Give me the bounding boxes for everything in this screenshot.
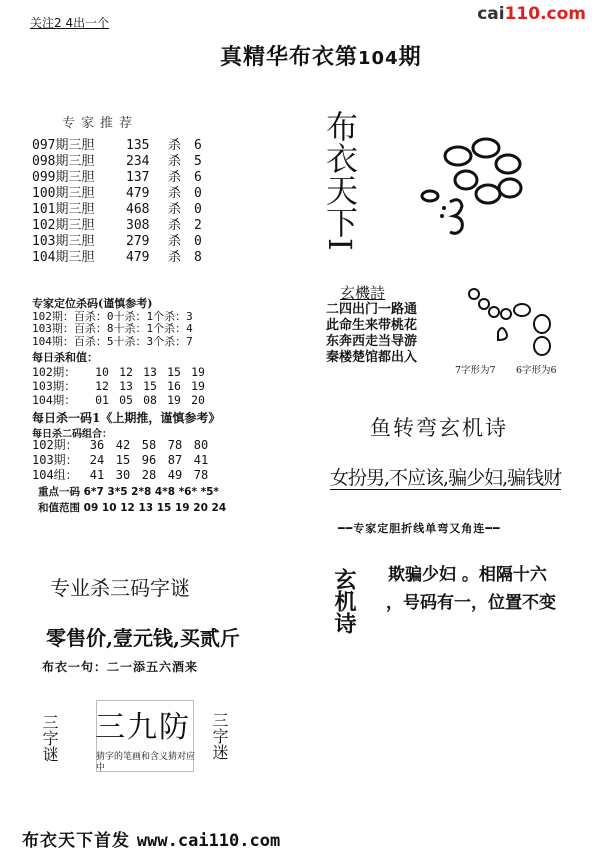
row-label: 102期： <box>32 364 76 379</box>
bead-bracelet-illustration <box>410 128 530 243</box>
issue-number: 104 <box>358 48 399 69</box>
bead-chain-illustration <box>462 284 562 362</box>
combo-value: 78 <box>167 438 183 452</box>
site-logo-prefix: cai <box>477 4 505 24</box>
combo-block <box>32 438 214 483</box>
daily-one-code: 每日杀一码1《上期推，谨慎参考》 <box>32 411 221 425</box>
pick-kill-value: 0 <box>194 202 202 217</box>
combo-value: 28 <box>141 468 157 482</box>
pick-issue: 103期三胆 <box>32 234 95 249</box>
figure-7-caption: 7字形为7 <box>455 365 496 376</box>
pick-nums: 135 <box>126 138 150 153</box>
dash-left: ━━ <box>338 522 354 535</box>
three-riddle-right: 三字迷 <box>210 712 229 760</box>
footer <box>22 826 280 851</box>
pick-kill-value: 8 <box>194 250 202 265</box>
pick-kill-value: 0 <box>194 234 202 249</box>
figure-6-caption: 6字形为6 <box>516 365 557 376</box>
combo-row <box>32 468 214 483</box>
expert-pick-list <box>32 138 202 266</box>
guess-note: 猜字的笔画和含义猜对应中 <box>96 752 196 773</box>
combo-value: 58 <box>141 438 157 452</box>
combo-value: 80 <box>193 438 209 452</box>
puzzle-title: 玄機詩 <box>340 284 386 302</box>
combo-value: 87 <box>167 453 183 467</box>
pick-issue: 101期三胆 <box>32 202 95 217</box>
pick-kill-value: 0 <box>194 186 202 201</box>
sum-value: 01 <box>95 392 109 407</box>
sum-value: 13 <box>143 364 157 379</box>
poem-line: 此命生来带桃花 <box>326 318 418 333</box>
pick-kill-value: 5 <box>194 154 202 169</box>
poem-line: 秦楼楚馆都出入 <box>326 350 418 365</box>
pick-kill-value: 2 <box>194 218 202 233</box>
fish-turn-poem: 鱼转弯玄机诗 <box>370 416 508 440</box>
pick-issue: 097期三胆 <box>32 138 95 153</box>
puzzle-poem <box>326 302 417 366</box>
pick-row <box>32 138 202 154</box>
row-label: 103期： <box>32 378 76 393</box>
pick-row <box>32 186 202 202</box>
pick-row <box>32 234 202 250</box>
pick-issue: 102期三胆 <box>32 218 95 233</box>
expert-broken-line <box>338 520 501 536</box>
expert-heading: 专家推荐 <box>62 116 139 131</box>
pick-row <box>32 202 202 218</box>
mystery-poem-vertical: 玄机诗 <box>331 568 357 634</box>
sum-value: 16 <box>167 378 181 393</box>
row-label: 102期： <box>32 438 78 452</box>
combo-value: 78 <box>193 468 209 482</box>
pick-row <box>32 154 202 170</box>
daily-sum-block <box>32 352 210 407</box>
pick-issue: 104期三胆 <box>32 250 95 265</box>
pick-kill-label: 杀 <box>168 202 182 217</box>
sum-value: 12 <box>119 364 133 379</box>
poem-line: 二四出门一路通 <box>326 302 418 317</box>
pick-row <box>32 250 202 266</box>
issue-suffix: 期 <box>398 44 422 70</box>
daily-sum-row <box>32 393 210 407</box>
poem-line: 东奔西走当导游 <box>326 334 418 349</box>
pick-row <box>32 218 202 234</box>
pick-kill-label: 杀 <box>168 218 182 233</box>
row-label: 104组： <box>32 468 78 482</box>
male-female-line <box>330 463 561 490</box>
pick-nums: 468 <box>126 202 150 217</box>
page-title <box>220 40 422 71</box>
pick-kill-label: 杀 <box>168 170 182 185</box>
sum-value: 10 <box>95 364 109 379</box>
combo-value: 30 <box>115 468 131 482</box>
price-line: 零售价,壹元钱,买贰斤 <box>46 626 240 650</box>
sum-value: 12 <box>95 378 109 393</box>
pick-nums: 234 <box>126 154 150 169</box>
pick-issue: 098期三胆 <box>32 154 95 169</box>
kill-position-row: 104期：百杀：5十杀：3个杀：7 <box>32 334 193 348</box>
title-text: 真精华布衣第 <box>220 44 359 70</box>
row-label: 103期： <box>32 453 78 467</box>
kill-position-row: 102期：百杀：0十杀：1个杀：3 <box>32 309 193 323</box>
key-code-row: 重点一码 6*7 3*5 2*8 4*8 *6* *5* <box>38 486 219 498</box>
pick-kill-label: 杀 <box>168 138 182 153</box>
cloth-vertical-title: 布衣天下I <box>321 110 359 251</box>
combo-value: 41 <box>89 468 105 482</box>
combo-value: 49 <box>167 468 183 482</box>
pick-kill-label: 杀 <box>168 186 182 201</box>
daily-sum-heading: 每日杀和值： <box>32 351 98 364</box>
pick-row <box>32 170 202 186</box>
kill-position-heading: 专家定位杀码(谨慎参考) <box>32 297 153 310</box>
sum-range-row: 和值范围 09 10 12 13 15 19 20 24 <box>38 502 227 514</box>
sum-value: 19 <box>167 392 181 407</box>
combo-value: 41 <box>193 453 209 467</box>
pick-kill-label: 杀 <box>168 234 182 249</box>
deceive-line-2: ，号码有一，位置不变 <box>386 593 556 613</box>
combo-heading: 每日杀二码组合： <box>32 429 112 440</box>
combo-value: 96 <box>141 453 157 467</box>
expert-line-text: 专家定胆折线单弯又角连 <box>353 522 486 535</box>
pick-nums: 479 <box>126 186 150 201</box>
footer-text: 布衣天下首发 <box>22 831 130 851</box>
combo-value: 15 <box>115 453 131 467</box>
pick-kill-value: 6 <box>194 170 202 185</box>
site-logo-rest: 110.com <box>504 4 586 24</box>
sum-value: 20 <box>191 392 205 407</box>
top-note: 关注2 4出一个 <box>30 16 110 30</box>
deceive-line-1: 欺骗少妇 。相隔十六 <box>388 565 547 585</box>
sum-value: 19 <box>191 378 205 393</box>
sum-value: 08 <box>143 392 157 407</box>
sum-value: 19 <box>191 364 205 379</box>
sum-value: 13 <box>119 378 133 393</box>
pick-issue: 100期三胆 <box>32 186 95 201</box>
three-word-riddle: 三九防 <box>95 710 191 745</box>
kill-position-row: 103期：百杀：8十杀：1个杀：4 <box>32 322 193 335</box>
pick-issue: 099期三胆 <box>32 170 95 185</box>
footer-url[interactable]: www.cai110.com <box>136 831 281 851</box>
pick-kill-value: 6 <box>194 138 202 153</box>
pro-kill-heading: 专业杀三码字谜 <box>50 576 190 600</box>
pick-nums: 137 <box>126 170 150 185</box>
daily-sum-row <box>32 379 210 393</box>
sum-value: 05 <box>119 392 133 407</box>
one-line-hint: 布衣一句：二一添五六酒来 <box>42 660 199 674</box>
dash-right: ━━ <box>485 522 501 535</box>
pick-kill-label: 杀 <box>168 154 182 169</box>
combo-value: 36 <box>89 438 105 452</box>
combo-row <box>32 438 214 453</box>
sum-value: 15 <box>167 364 181 379</box>
three-riddle-left: 三字谜 <box>40 714 59 762</box>
combo-value: 24 <box>89 453 105 467</box>
sum-value: 15 <box>143 378 157 393</box>
site-logo[interactable] <box>477 4 586 24</box>
row-label: 104期： <box>32 392 76 407</box>
pick-nums: 479 <box>126 250 150 265</box>
pick-nums: 308 <box>126 218 150 233</box>
pick-kill-label: 杀 <box>168 250 182 265</box>
combo-value: 42 <box>115 438 131 452</box>
pick-nums: 279 <box>126 234 150 249</box>
combo-row <box>32 453 214 468</box>
daily-sum-row <box>32 365 210 379</box>
kill-position-block <box>32 298 193 348</box>
male-female-text: 女扮男,不应该,骗少妇,骗钱财 <box>330 467 562 489</box>
